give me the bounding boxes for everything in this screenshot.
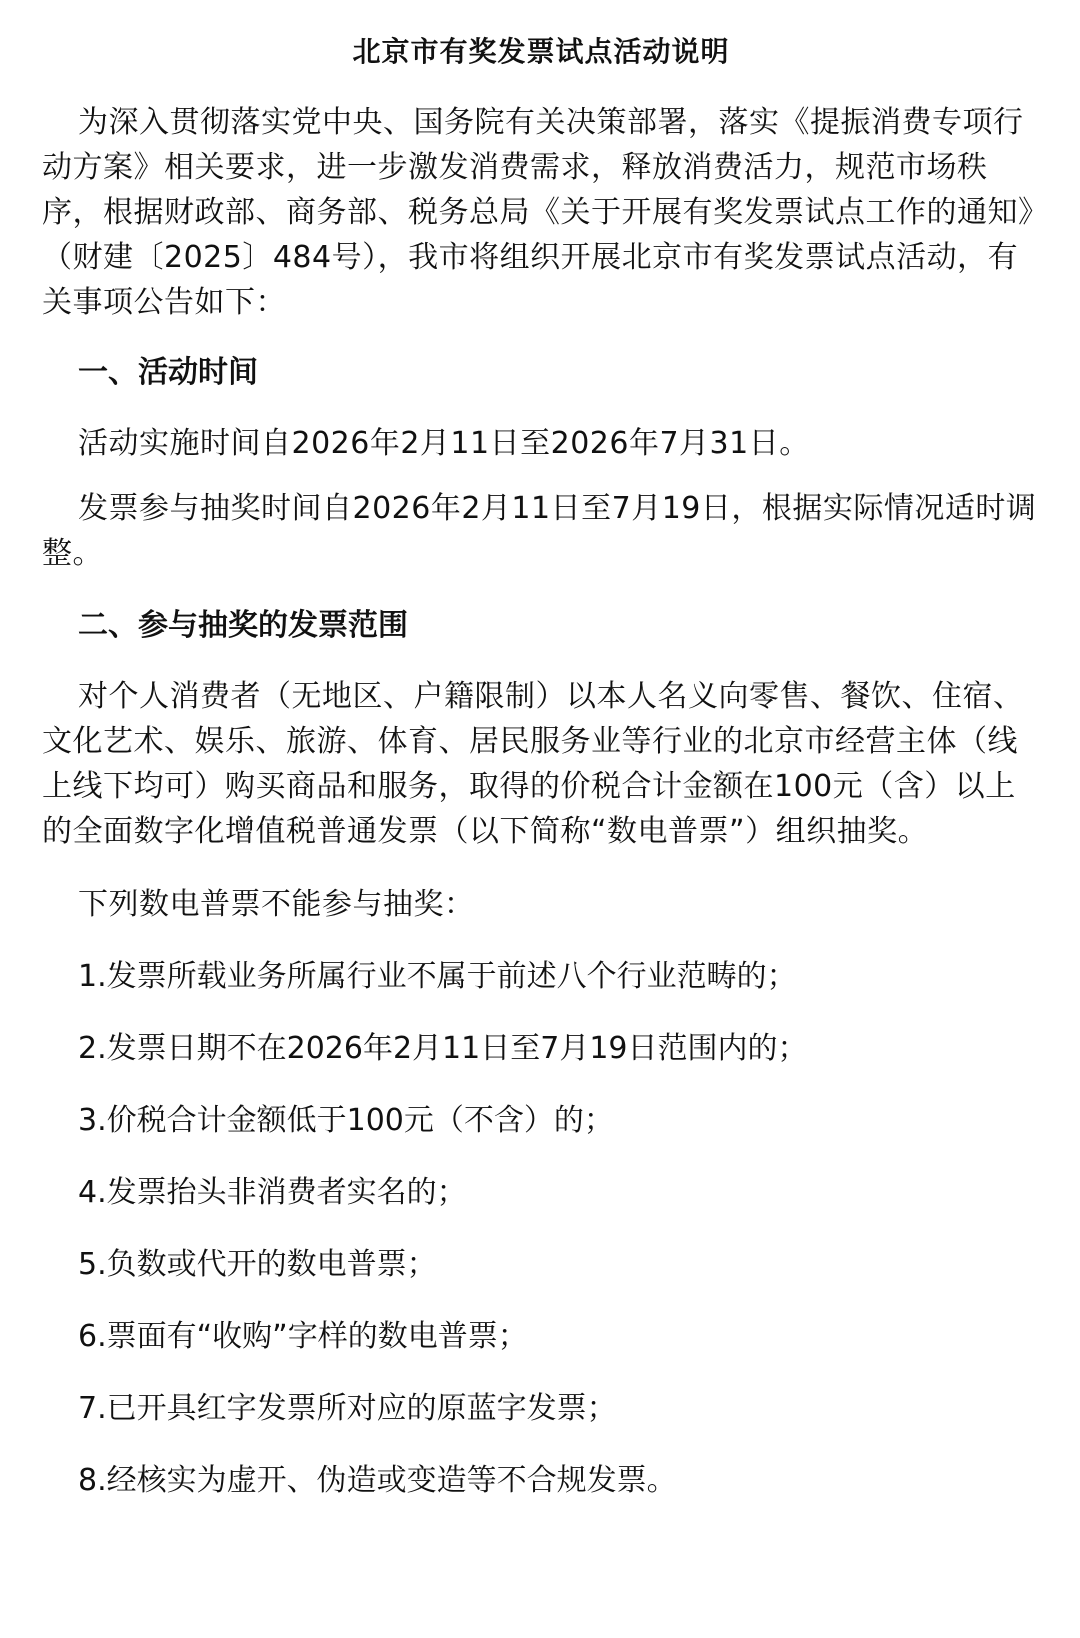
- scope-paragraph-2: 下列数电普票不能参与抽奖：: [78, 887, 475, 922]
- document-title: 北京市有奖发票试点活动说明: [352, 35, 730, 68]
- exclusion-item-2: 2.发票日期不在2026年2月11日至7月19日范围内的；: [78, 1031, 808, 1066]
- exclusion-item-4: 4.发票抬头非消费者实名的；: [78, 1175, 467, 1210]
- section-heading-time: 一、活动时间: [78, 355, 258, 390]
- intro-paragraph: 为深入贯彻落实党中央、国务院有关决策部署，落实《提振消费专项行动方案》相关要求，进一步激发消费需求，释放消费活力，规范市场秩序，根据财政部、商务部、税务总局《关于开展有奖发票试点工作的通知》（财建〔2025〕484号），我市将组织开展北京市有奖发票试点活动，有关事项公告如下：: [42, 105, 1034, 320]
- exclusion-item-7: 7.已开具红字发票所对应的原蓝字发票；: [78, 1391, 617, 1426]
- time-paragraph-1: 活动实施时间自2026年2月11日至2026年7月31日。: [78, 426, 810, 461]
- exclusion-item-6: 6.票面有“收购”字样的数电普票；: [78, 1319, 528, 1354]
- exclusion-item-5: 5.负数或代开的数电普票；: [78, 1247, 437, 1282]
- exclusion-item-3: 3.价税合计金额低于100元（不含）的；: [78, 1103, 614, 1138]
- time-paragraph-2: 发票参与抽奖时间自2026年2月11日至7月19日，根据实际情况适时调整。: [42, 491, 1037, 571]
- section-heading-scope: 二、参与抽奖的发票范围: [78, 608, 408, 643]
- scope-paragraph-1: 对个人消费者（无地区、户籍限制）以本人名义向零售、餐饮、住宿、文化艺术、娱乐、旅游、体育、居民服务业等行业的北京市经营主体（线上线下均可）购买商品和服务，取得的价税合计金额在100元（含）以上的全面数字化增值税普通发票（以下简称“数电普票”）组织抽奖。: [42, 679, 1024, 849]
- exclusion-item-8: 8.经核实为虚开、伪造或变造等不合规发票。: [78, 1463, 677, 1498]
- exclusion-item-1: 1.发票所载业务所属行业不属于前述八个行业范畴的；: [78, 959, 797, 994]
